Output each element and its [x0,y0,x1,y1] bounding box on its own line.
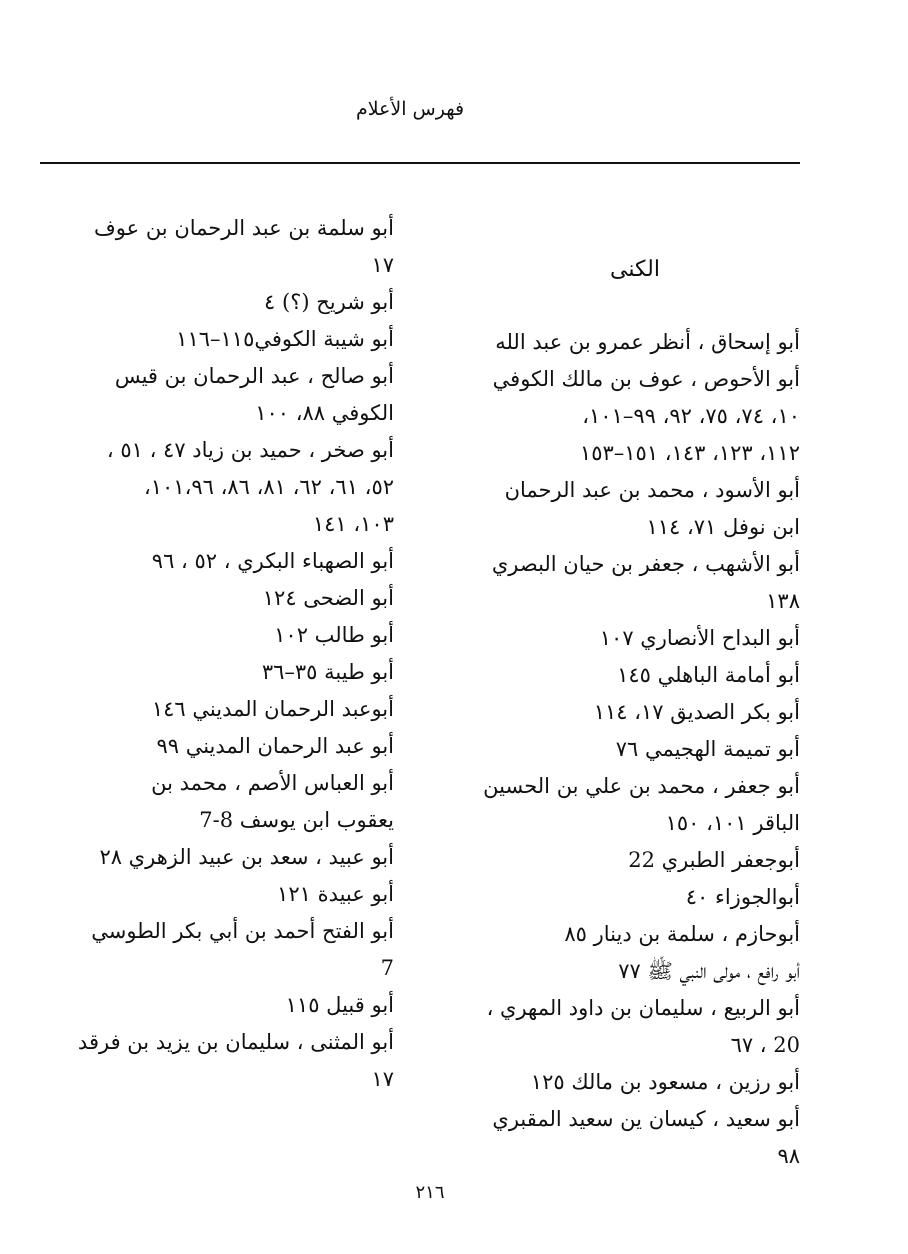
index-line: أبو الأسود ، محمد بن عبد الرحمان [504,478,800,502]
index-line: الباقر ١٠١، ١٥٠ [665,811,800,835]
index-line: أبو قبيل ١١٥ [285,993,394,1017]
index-line: ١٧ [371,253,394,277]
index-line: أبو طيبة ٣٥–٣٦ [261,660,394,684]
index-line: ١٠، ٧٤، ٧٥، ٩٢، ٩٩–١٠١، [582,404,800,428]
index-line: 20 ، ٦٧ [730,1033,800,1057]
index-line: ابن نوفل ٧١، ١١٤ [646,515,800,539]
index-line: 7 [380,956,394,980]
index-line: أبو العباس الأصم ، محمد بن [151,771,394,795]
index-line: أبو عبيدة ١٢١ [277,882,394,906]
index-column-right [420,250,800,1175]
index-line: أبو الأشهب ، جعفر بن حيان البصري [491,552,800,576]
index-line: يعقوب ابن يوسف 8-7 [199,808,394,832]
index-line: ١١٢، ١٢٣، ١٤٣، ١٥١–١٥٣ [579,441,800,465]
index-line: أبو الأحوص ، عوف بن مالك الكوفي [492,367,800,391]
header-divider [40,162,800,164]
index-line: أبو شيبة الكوفي١١٥–١١٦ [176,327,394,351]
index-line: أبو إسحاق ، أنظر عمرو بن عبد الله [495,330,800,354]
index-line: أبو الفتح أحمد بن أبي بكر الطوسي [91,919,394,943]
index-line: أبو أمامة الباهلي ١٤٥ [617,663,800,687]
index-line: أبوجعفر الطبري 22 [628,848,800,872]
index-column-left [24,210,394,1098]
index-line: أبو سعيد ، كيسان ين سعيد المقبري [492,1107,800,1131]
index-line: أبو صخر ، حميد بن زياد ٤٧ ، ٥١ ، [106,438,394,462]
index-line: ١٧ [371,1067,394,1091]
index-line: أبو تميمة الهجيمي ٧٦ [615,737,800,761]
index-line: ١٣٨ [766,589,800,613]
index-line: أبو عبيد ، سعد بن عبيد الزهري ٢٨ [99,845,394,869]
index-line: أبو الضحى ١٢٤ [262,586,394,610]
index-line: الكوفي ٨٨، ١٠٠ [255,401,394,425]
index-line: أبو المثنى ، سليمان بن يزيد بن فرقد [77,1030,394,1054]
index-line: أبوعبد الرحمان المديني ١٤٦ [151,697,394,721]
index-line: ١٠٣، ١٤١ [312,512,394,536]
index-line: ٩٨ [777,1144,800,1168]
index-line: أبوحازم ، سلمة بن دينار ٨٥ [564,922,800,946]
index-line: أبو عبد الرحمان المديني ٩٩ [156,734,394,758]
index-line: أبو طالب ١٠٢ [274,623,394,647]
page-number: ٢١٦ [415,1182,445,1203]
index-line: ٥٢، ٦١، ٦٢، ٨١، ٨٦، ١٠١،٩٦، [143,475,394,499]
page-header-title: فهرس الأعلام [355,98,465,120]
section-title: الكنى [610,257,660,282]
index-line: أبو الصهباء البكري ، ٥٢ ، ٩٦ [151,549,394,573]
index-line: أبو صالح ، عبد الرحمان بن قيس [114,364,394,388]
index-line: أبو الربيع ، سليمان بن داود المهري ، [486,996,800,1020]
index-line: أبو رزين ، مسعود بن مالك ١٢٥ [530,1070,800,1094]
index-line: أبو جعفر ، محمد بن علي بن الحسين [483,774,800,798]
index-line: أبو سلمة بن عبد الرحمان بن عوف [94,216,394,240]
index-line: أبو شريح (؟) ٤ [264,290,394,314]
index-line: أبو رافع ، مولى النبي ﷺ ٧٧ [618,959,800,983]
index-line: أبوالجوزاء ٤٠ [685,885,800,909]
index-line: أبو بكر الصديق ١٧، ١١٤ [593,700,800,724]
index-line: أبو البداح الأنصاري ١٠٧ [599,626,800,650]
